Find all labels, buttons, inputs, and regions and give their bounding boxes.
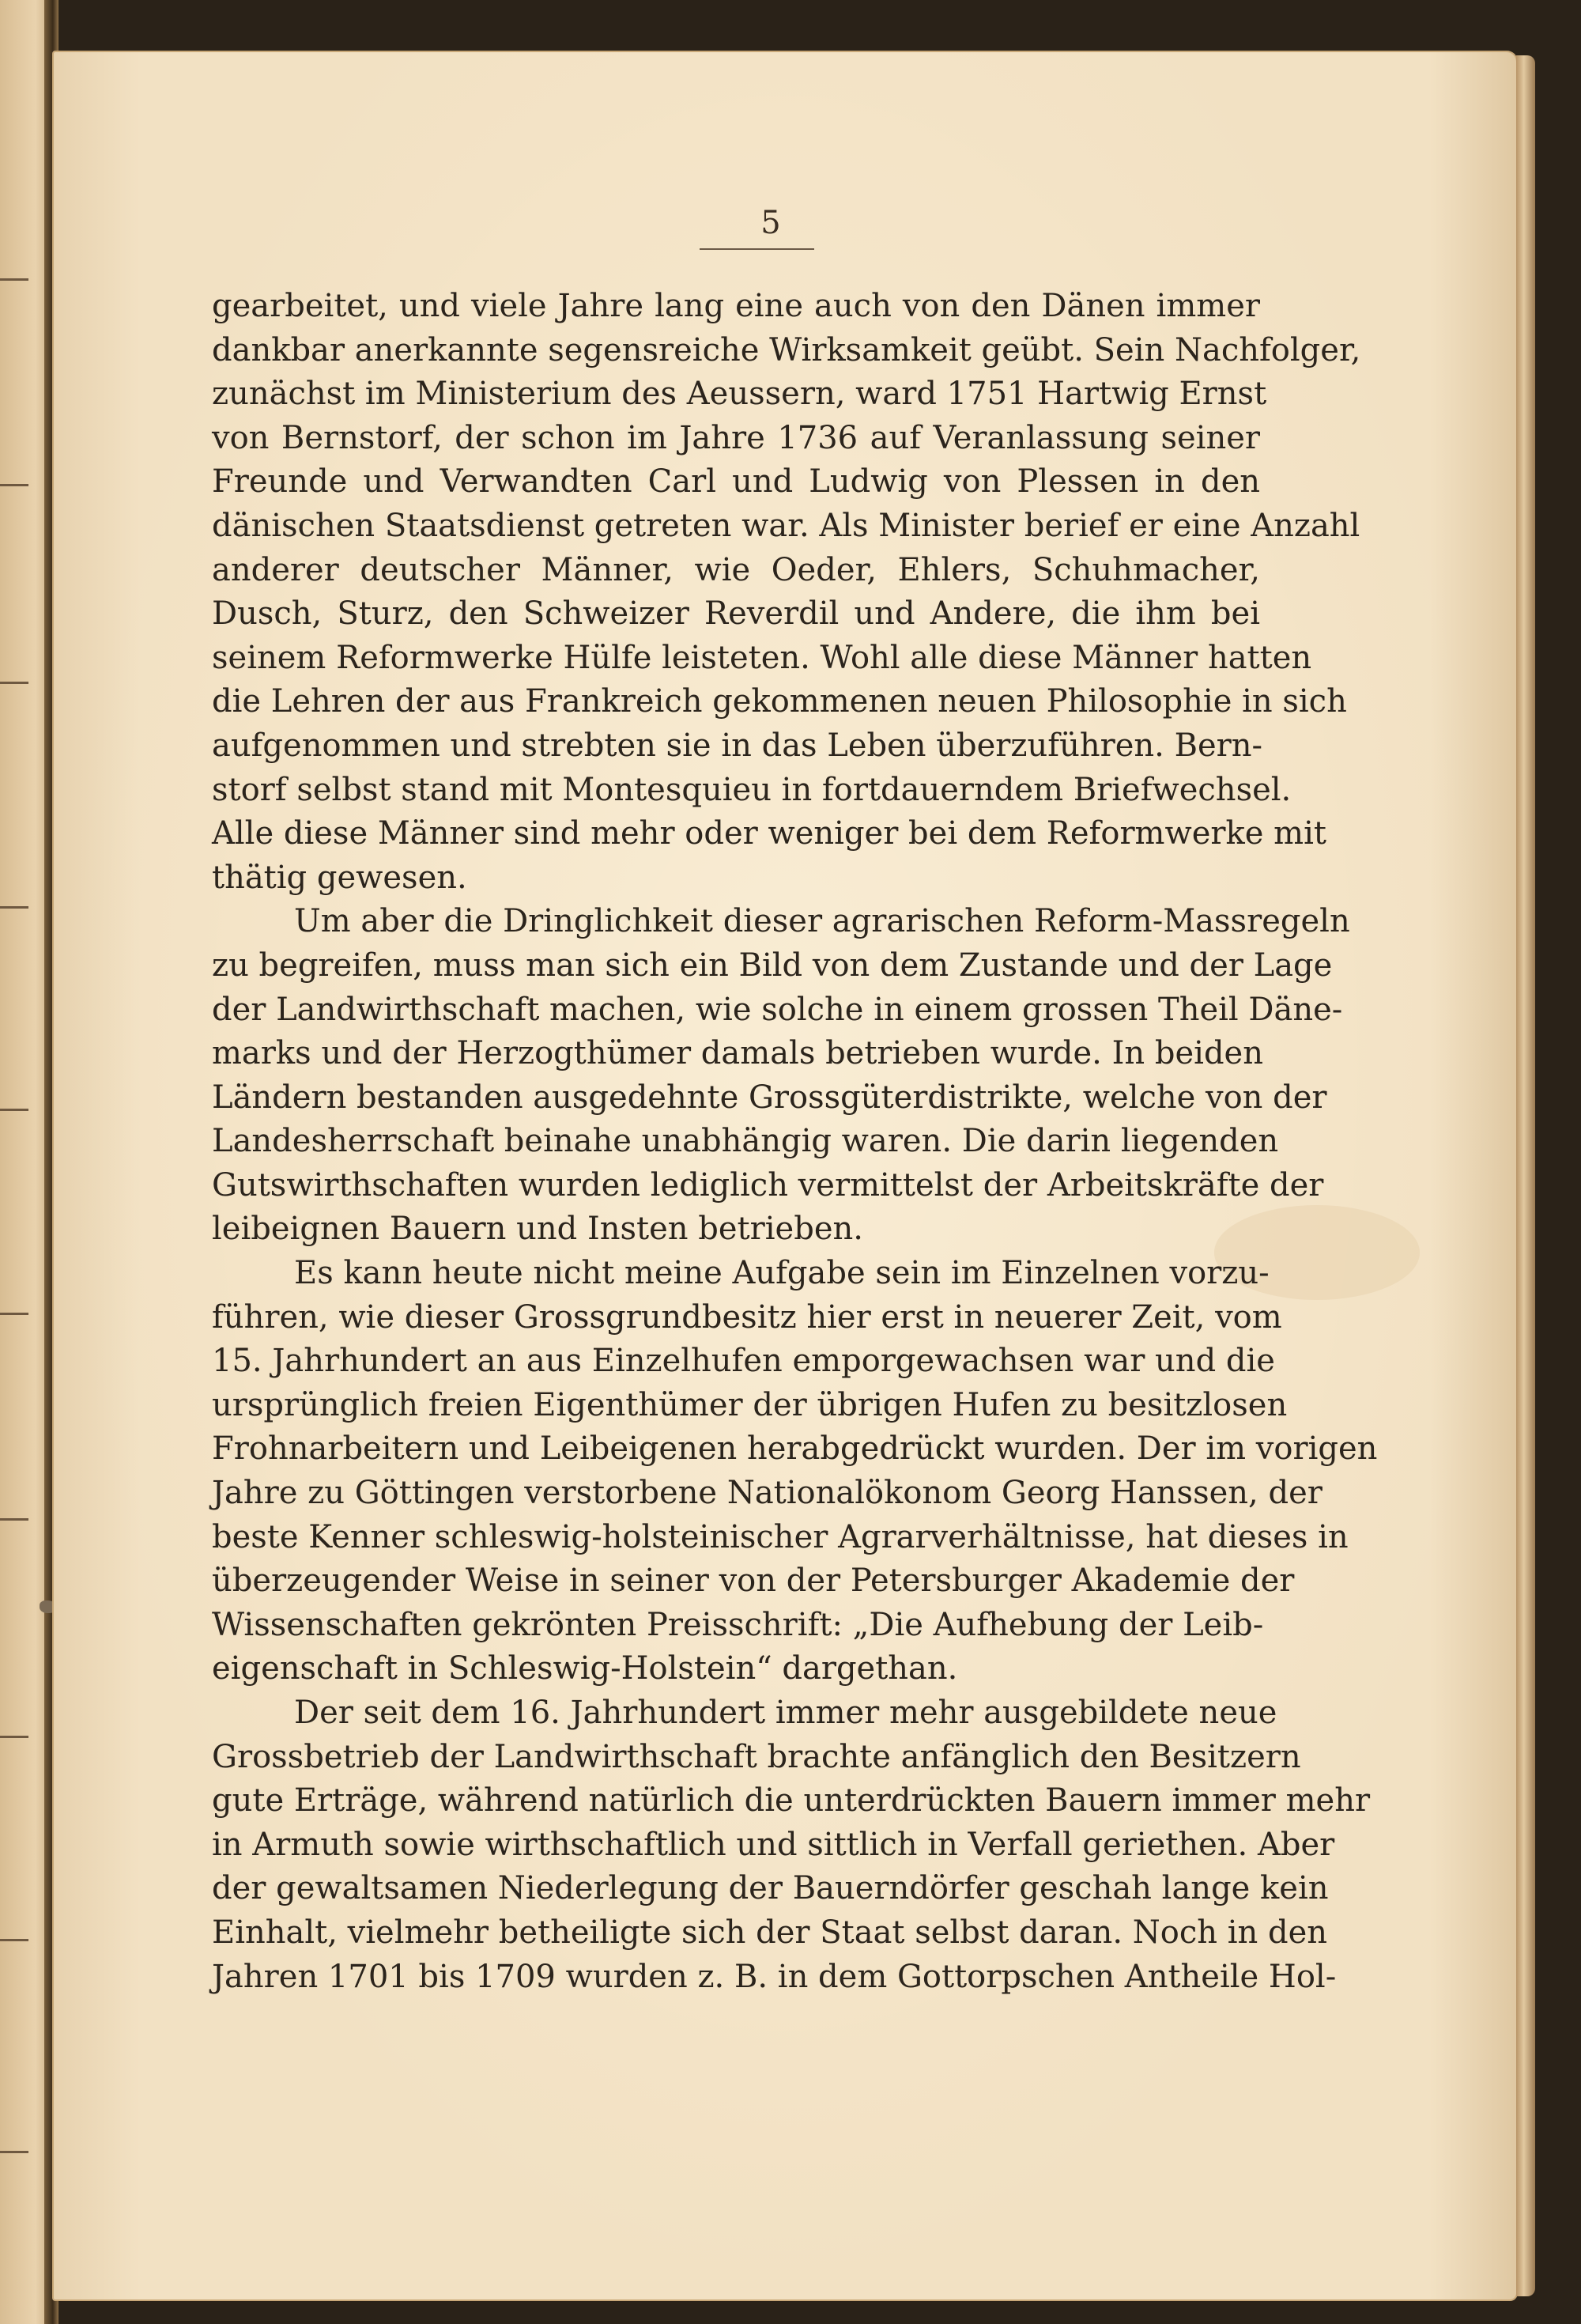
margin-tick — [0, 1518, 28, 1521]
margin-tick — [0, 278, 28, 281]
margin-tick — [0, 906, 28, 909]
margin-tick — [0, 1939, 28, 1941]
body-text — [212, 285, 1378, 1999]
page-number-rule — [700, 248, 814, 250]
text-line: die Lehren der aus Frankreich gekommenen neuen Philosophie in sich — [212, 683, 1347, 720]
text-line: anderer deutscher Männer, wie Oeder, Ehlers, Schuhmacher, — [212, 551, 1260, 588]
text-line: der Landwirthschaft machen, wie solche in einem grossen Theil Däne- — [212, 991, 1343, 1028]
text-line: Der seit dem 16. Jahrhundert immer mehr ausgebildete neue — [294, 1695, 1277, 1731]
text-line: dänischen Staatsdienst getreten war. Als Minister berief er eine Anzahl — [212, 507, 1360, 544]
margin-tick — [0, 484, 28, 486]
margin-tick — [0, 1109, 28, 1111]
text-line: Frohnarbeitern und Leibeigenen herabgedrückt wurden. Der im vorigen — [212, 1430, 1378, 1468]
text-line: Jahre zu Göttingen verstorbene Nationalökonom Georg Hanssen, der — [212, 1475, 1323, 1512]
text-line: Einhalt, vielmehr betheiligte sich der Staat selbst daran. Noch in den — [212, 1914, 1328, 1951]
text-line: Um aber die Dringlichkeit dieser agrarischen Reform-Massregeln — [294, 903, 1350, 940]
margin-tick — [0, 1313, 28, 1315]
margin-tick — [0, 2151, 28, 2153]
text-line: storf selbst stand mit Montesquieu in fortdauerndem Briefwechsel. — [212, 771, 1292, 808]
text-line: überzeugender Weise in seiner von der Petersburger Akademie der — [212, 1563, 1295, 1600]
text-line: Landesherrschaft beinahe unabhängig waren. Die darin liegenden — [212, 1123, 1279, 1160]
text-line: Alle diese Männer sind mehr oder weniger bei dem Reformwerke mit — [212, 815, 1326, 852]
text-line: gearbeitet, und viele Jahre lang eine auch von den Dänen immer — [212, 288, 1260, 324]
text-line: dankbar anerkannte segensreiche Wirksamkeit geübt. Sein Nachfolger, — [212, 331, 1361, 368]
text-line: Wissenschaften gekrönten Preisschrift: „Die Aufhebung der Leib- — [212, 1606, 1264, 1643]
page-number: 5 — [760, 205, 781, 241]
text-line: Es kann heute nicht meine Aufgabe sein im Einzelnen vorzu- — [294, 1255, 1270, 1292]
text-line: 15. Jahrhundert an aus Einzelhufen emporgewachsen war und die — [212, 1343, 1275, 1380]
text-line: leibeignen Bauern und Insten betrieben. — [212, 1211, 863, 1248]
text-line: in Armuth sowie wirthschaftlich und sittlich in Verfall geriethen. Aber — [212, 1826, 1335, 1863]
text-line: Ländern bestanden ausgedehnte Grossgüterdistrikte, welche von der — [212, 1079, 1327, 1116]
margin-tick — [0, 1736, 28, 1738]
text-line: ursprünglich freien Eigenthümer der übrigen Hufen zu besitzlosen — [212, 1386, 1288, 1423]
text-line: der gewaltsamen Niederlegung der Bauerndörfer geschah lange kein — [212, 1870, 1329, 1907]
text-line: thätig gewesen. — [212, 859, 467, 896]
page-edge — [1516, 55, 1535, 2296]
text-line: von Bernstorf, der schon im Jahre 1736 auf Veranlassung seiner — [212, 419, 1260, 456]
text-line: beste Kenner schleswig-holsteinischer Agrarverhältnisse, hat dieses in — [212, 1518, 1349, 1555]
text-line: seinem Reformwerke Hülfe leisteten. Wohl alle diese Männer hatten — [212, 639, 1312, 676]
text-line: Grossbetrieb der Landwirthschaft brachte anfänglich den Besitzern — [212, 1738, 1301, 1775]
text-line: Dusch, Sturz, den Schweizer Reverdil und Andere, die ihm bei — [212, 595, 1260, 633]
text-line: zu begreifen, muss man sich ein Bild von dem Zustande und der Lage — [212, 947, 1333, 984]
text-line: marks und der Herzogthümer damals betrieben wurde. In beiden — [212, 1035, 1263, 1072]
text-line: Gutswirthschaften wurden lediglich vermittelst der Arbeitskräfte der — [212, 1166, 1324, 1204]
text-line: Jahren 1701 bis 1709 wurden z. B. in dem Gottorpschen Antheile Hol- — [212, 1958, 1337, 1995]
previous-page-edge — [0, 0, 51, 2324]
text-line: führen, wie dieser Grossgrundbesitz hier erst in neuerer Zeit, vom — [212, 1298, 1282, 1336]
text-line: eigenschaft in Schleswig-Holstein“ dargethan. — [212, 1650, 958, 1687]
text-line: gute Erträge, während natürlich die unterdrückten Bauern immer mehr — [212, 1782, 1371, 1820]
margin-tick — [0, 682, 28, 684]
text-line: zunächst im Ministerium des Aeussern, ward 1751 Hartwig Ernst — [212, 376, 1267, 413]
text-line: aufgenommen und strebten sie in das Leben überzuführen. Bern- — [212, 727, 1263, 764]
text-line: Freunde und Verwandten Carl und Ludwig von Plessen in den — [212, 463, 1260, 501]
